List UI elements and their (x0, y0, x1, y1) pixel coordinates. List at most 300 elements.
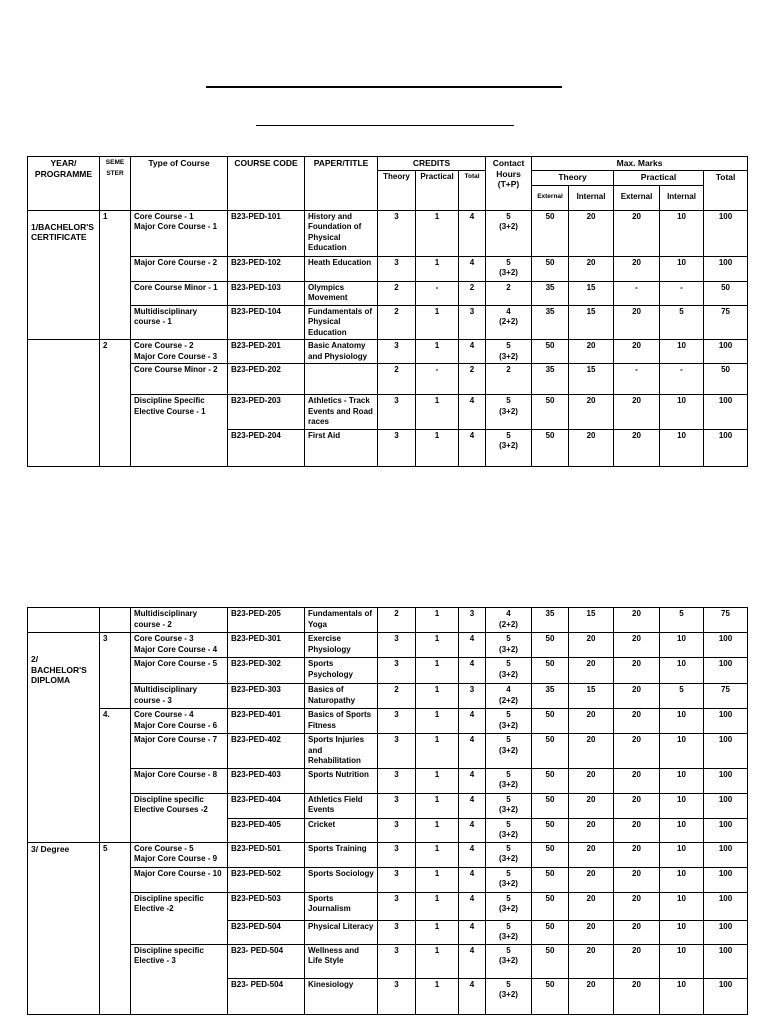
credit-total: 4 (459, 734, 486, 769)
credit-theory: 2 (378, 684, 416, 709)
practical-internal: 10 (660, 920, 704, 944)
theory-external: 35 (532, 608, 569, 633)
header-paper: PAPER/TITLE (305, 157, 378, 211)
semester-cell: 5 (100, 842, 131, 1014)
header-code: COURSE CODE (228, 157, 305, 211)
credit-theory: 3 (378, 842, 416, 867)
credit-total: 4 (459, 633, 486, 658)
credit-theory: 3 (378, 920, 416, 944)
theory-external: 50 (532, 867, 569, 892)
contact-hours: 4 (2+2) (486, 684, 532, 709)
practical-external: - (614, 281, 660, 305)
marks-total: 50 (704, 281, 748, 305)
practical-external: 20 (614, 684, 660, 709)
practical-external: 20 (614, 658, 660, 684)
practical-internal: 5 (660, 608, 704, 633)
practical-internal: 10 (660, 210, 704, 256)
course-title: Fundamentals of Physical Education (305, 305, 378, 340)
contact-hours: 4 (2+2) (486, 608, 532, 633)
course-title: Basic Anatomy and Physiology (305, 340, 378, 364)
practical-internal: 10 (660, 256, 704, 281)
credit-practical: 1 (416, 658, 459, 684)
contact-hours: 5 (3+2) (486, 429, 532, 466)
credit-total: 4 (459, 210, 486, 256)
theory-external: 50 (532, 818, 569, 842)
theory-internal: 20 (569, 429, 614, 466)
practical-external: 20 (614, 608, 660, 633)
header-year: YEAR/ PROGRAMME (28, 157, 100, 211)
course-code: B23-PED-404 (228, 793, 305, 818)
header-marks-practical: Practical (614, 170, 704, 185)
practical-internal: 10 (660, 340, 704, 364)
marks-total: 100 (704, 395, 748, 430)
marks-total: 50 (704, 364, 748, 395)
course-code: B23-PED-203 (228, 395, 305, 430)
credit-theory: 3 (378, 892, 416, 920)
course-type: Major Core Course - 2 (131, 256, 228, 281)
course-title: Sports Training (305, 842, 378, 867)
contact-hours: 5 (3+2) (486, 633, 532, 658)
course-type: Discipline specific Elective - 3 (131, 944, 228, 1014)
marks-total: 100 (704, 256, 748, 281)
theory-internal: 15 (569, 364, 614, 395)
credit-total: 3 (459, 305, 486, 340)
contact-hours: 5 (3+2) (486, 793, 532, 818)
course-code: B23-PED-501 (228, 842, 305, 867)
credit-theory: 2 (378, 305, 416, 340)
year-cell (28, 210, 100, 340)
course-type: Major Core Course - 8 (131, 768, 228, 793)
course-type: Discipline Specific Elective Course - 1 (131, 395, 228, 467)
credit-practical: 1 (416, 256, 459, 281)
credit-practical: 1 (416, 892, 459, 920)
practical-external: 20 (614, 340, 660, 364)
title-rule-bottom (256, 125, 514, 126)
contact-hours: 5 (3+2) (486, 210, 532, 256)
credit-theory: 3 (378, 658, 416, 684)
course-code: B23-PED-201 (228, 340, 305, 364)
marks-total: 100 (704, 429, 748, 466)
credit-total: 2 (459, 364, 486, 395)
credit-total: 4 (459, 818, 486, 842)
practical-internal: 10 (660, 633, 704, 658)
credit-practical: 1 (416, 734, 459, 769)
course-title: Wellness and Life Style (305, 944, 378, 978)
course-code: B23-PED-303 (228, 684, 305, 709)
course-type: Multidisciplinary course - 2 (131, 608, 228, 633)
theory-internal: 15 (569, 281, 614, 305)
contact-hours: 5 (3+2) (486, 340, 532, 364)
theory-internal: 20 (569, 210, 614, 256)
theory-external: 50 (532, 395, 569, 430)
credit-theory: 3 (378, 340, 416, 364)
marks-total: 100 (704, 658, 748, 684)
theory-internal: 20 (569, 978, 614, 1014)
course-title: Basics of Sports Fitness (305, 709, 378, 734)
credit-practical: 1 (416, 684, 459, 709)
theory-internal: 15 (569, 684, 614, 709)
marks-total: 75 (704, 608, 748, 633)
credit-theory: 3 (378, 944, 416, 978)
course-type: Core Course Minor - 1 (131, 281, 228, 305)
credit-theory: 3 (378, 978, 416, 1014)
credit-practical: 1 (416, 818, 459, 842)
credit-theory: 3 (378, 867, 416, 892)
practical-external: 20 (614, 210, 660, 256)
course-title: Athletics - Track Events and Road races (305, 395, 378, 430)
theory-internal: 15 (569, 608, 614, 633)
credit-theory: 3 (378, 709, 416, 734)
credit-theory: 2 (378, 364, 416, 395)
credit-practical: 1 (416, 978, 459, 1014)
contact-hours: 5 (3+2) (486, 892, 532, 920)
course-type: Core Course - 2 Major Core Course - 3 (131, 340, 228, 364)
course-type: Major Core Course - 7 (131, 734, 228, 769)
practical-external: 20 (614, 818, 660, 842)
course-table-part1 (27, 156, 748, 467)
course-title: Sports Nutrition (305, 768, 378, 793)
practical-external: 20 (614, 842, 660, 867)
credit-total: 4 (459, 709, 486, 734)
practical-internal: 10 (660, 429, 704, 466)
theory-internal: 20 (569, 920, 614, 944)
course-code: B23-PED-202 (228, 364, 305, 395)
practical-internal: 5 (660, 305, 704, 340)
marks-total: 75 (704, 684, 748, 709)
credit-theory: 3 (378, 429, 416, 466)
course-type: Multidisciplinary course - 1 (131, 305, 228, 340)
marks-total: 75 (704, 305, 748, 340)
contact-hours: 5 (3+2) (486, 256, 532, 281)
semester-cell: 1 (100, 210, 131, 340)
header-credits-total: Total (459, 170, 486, 210)
credit-practical: 1 (416, 395, 459, 430)
practical-internal: 5 (660, 684, 704, 709)
contact-hours: 5 (3+2) (486, 978, 532, 1014)
course-title: Sports Injuries and Rehabilitation (305, 734, 378, 769)
marks-total: 100 (704, 768, 748, 793)
contact-hours: 5 (3+2) (486, 734, 532, 769)
theory-internal: 20 (569, 768, 614, 793)
theory-external: 50 (532, 633, 569, 658)
course-code: B23- PED-504 (228, 978, 305, 1014)
practical-external: 20 (614, 793, 660, 818)
course-title: Sports Journalism (305, 892, 378, 920)
credit-total: 4 (459, 944, 486, 978)
header-contact-hours: Contact Hours (T+P) (486, 157, 532, 211)
theory-internal: 20 (569, 256, 614, 281)
contact-hours: 5 (3+2) (486, 944, 532, 978)
practical-internal: 10 (660, 768, 704, 793)
credit-total: 4 (459, 920, 486, 944)
theory-external: 50 (532, 920, 569, 944)
credit-total: 4 (459, 429, 486, 466)
practical-internal: 10 (660, 793, 704, 818)
contact-hours: 5 (3+2) (486, 395, 532, 430)
theory-internal: 20 (569, 793, 614, 818)
course-code: B23-PED-205 (228, 608, 305, 633)
practical-external: 20 (614, 920, 660, 944)
marks-total: 100 (704, 944, 748, 978)
course-title: History and Foundation of Physical Education (305, 210, 378, 256)
course-title: Sports Psychology (305, 658, 378, 684)
semester-cell: 3 (100, 633, 131, 709)
theory-internal: 20 (569, 892, 614, 920)
theory-external: 35 (532, 305, 569, 340)
course-code: B23-PED-402 (228, 734, 305, 769)
credit-practical: 1 (416, 429, 459, 466)
practical-external: 20 (614, 395, 660, 430)
credit-practical: 1 (416, 709, 459, 734)
header-marks-theory: Theory (532, 170, 614, 185)
course-title: Kinesiology (305, 978, 378, 1014)
header-type: Type of Course (131, 157, 228, 211)
credit-practical: 1 (416, 944, 459, 978)
credit-theory: 3 (378, 256, 416, 281)
theory-external: 50 (532, 709, 569, 734)
credit-total: 4 (459, 256, 486, 281)
practical-internal: 10 (660, 658, 704, 684)
theory-internal: 20 (569, 709, 614, 734)
header-credits-theory: Theory (378, 170, 416, 210)
credit-practical: 1 (416, 842, 459, 867)
credit-total: 3 (459, 684, 486, 709)
theory-external: 50 (532, 256, 569, 281)
theory-internal: 20 (569, 944, 614, 978)
course-code: B23-PED-102 (228, 256, 305, 281)
credit-practical: 1 (416, 768, 459, 793)
course-title: Athletics Field Events (305, 793, 378, 818)
header-marks-total: Total (704, 170, 748, 210)
course-code: B23-PED-302 (228, 658, 305, 684)
credit-total: 4 (459, 892, 486, 920)
header-theory-internal: Internal (569, 185, 614, 210)
credit-practical: 1 (416, 867, 459, 892)
credit-total: 4 (459, 867, 486, 892)
header-theory-external: External (532, 185, 569, 210)
course-title (305, 364, 378, 395)
theory-external: 50 (532, 768, 569, 793)
theory-external: 50 (532, 842, 569, 867)
contact-hours: 5 (3+2) (486, 842, 532, 867)
header-semester: SEME STER (100, 157, 131, 211)
credit-total: 4 (459, 842, 486, 867)
practical-external: 20 (614, 892, 660, 920)
credit-total: 4 (459, 978, 486, 1014)
course-title: First Aid (305, 429, 378, 466)
course-code: B23-PED-103 (228, 281, 305, 305)
course-type: Discipline specific Elective Courses -2 (131, 793, 228, 842)
course-title: Sports Sociology (305, 867, 378, 892)
theory-external: 50 (532, 892, 569, 920)
title-rule-top (206, 86, 562, 88)
practical-external: 20 (614, 867, 660, 892)
credit-theory: 3 (378, 818, 416, 842)
credit-total: 4 (459, 793, 486, 818)
practical-external: 20 (614, 768, 660, 793)
course-code: B23-PED-104 (228, 305, 305, 340)
course-title: Fundamentals of Yoga (305, 608, 378, 633)
theory-external: 50 (532, 734, 569, 769)
credit-total: 4 (459, 395, 486, 430)
theory-internal: 20 (569, 734, 614, 769)
marks-total: 100 (704, 210, 748, 256)
marks-total: 100 (704, 633, 748, 658)
course-title: Heath Education (305, 256, 378, 281)
credit-practical: 1 (416, 305, 459, 340)
practical-internal: 10 (660, 709, 704, 734)
course-table-part2 (27, 607, 748, 1015)
theory-external: 50 (532, 340, 569, 364)
credit-total: 4 (459, 768, 486, 793)
practical-internal: 10 (660, 892, 704, 920)
course-title: Exercise Physiology (305, 633, 378, 658)
year-cell-empty (28, 340, 100, 467)
practical-external: 20 (614, 429, 660, 466)
contact-hours: 5 (3+2) (486, 818, 532, 842)
header-credits-practical: Practical (416, 170, 459, 210)
credit-theory: 2 (378, 281, 416, 305)
credit-theory: 3 (378, 395, 416, 430)
theory-external: 50 (532, 793, 569, 818)
theory-external: 50 (532, 978, 569, 1014)
theory-internal: 20 (569, 842, 614, 867)
contact-hours: 2 (486, 364, 532, 395)
course-type: Core Course - 4 Major Core Course - 6 (131, 709, 228, 734)
credit-theory: 2 (378, 608, 416, 633)
course-title: Basics of Naturopathy (305, 684, 378, 709)
theory-external: 35 (532, 281, 569, 305)
contact-hours: 5 (3+2) (486, 920, 532, 944)
practical-external: 20 (614, 633, 660, 658)
course-code: B23-PED-503 (228, 892, 305, 920)
credit-practical: 1 (416, 210, 459, 256)
theory-external: 50 (532, 429, 569, 466)
course-code: B23-PED-101 (228, 210, 305, 256)
credit-total: 4 (459, 340, 486, 364)
course-code: B23-PED-405 (228, 818, 305, 842)
credit-practical: - (416, 281, 459, 305)
course-code: B23-PED-504 (228, 920, 305, 944)
course-type: Core Course Minor - 2 (131, 364, 228, 395)
credit-theory: 3 (378, 734, 416, 769)
course-code: B23-PED-401 (228, 709, 305, 734)
theory-external: 50 (532, 944, 569, 978)
contact-hours: 5 (3+2) (486, 768, 532, 793)
marks-total: 100 (704, 709, 748, 734)
year-label: 2/ BACHELOR'S DIPLOMA (31, 654, 87, 685)
practical-internal: 10 (660, 867, 704, 892)
course-code: B23-PED-301 (228, 633, 305, 658)
practical-internal: 10 (660, 818, 704, 842)
year-cell (28, 633, 100, 843)
practical-external: - (614, 364, 660, 395)
theory-external: 50 (532, 658, 569, 684)
contact-hours: 2 (486, 281, 532, 305)
course-title: Cricket (305, 818, 378, 842)
theory-internal: 20 (569, 340, 614, 364)
practical-external: 20 (614, 978, 660, 1014)
credit-practical: 1 (416, 608, 459, 633)
theory-internal: 20 (569, 867, 614, 892)
course-code: B23- PED-504 (228, 944, 305, 978)
practical-internal: 10 (660, 944, 704, 978)
header-credits: CREDITS (378, 157, 486, 171)
course-title: Olympics Movement (305, 281, 378, 305)
theory-external: 35 (532, 364, 569, 395)
marks-total: 100 (704, 920, 748, 944)
theory-internal: 20 (569, 395, 614, 430)
semester-cell: 4. (100, 709, 131, 843)
course-type: Multidisciplinary course - 3 (131, 684, 228, 709)
practical-internal: 10 (660, 842, 704, 867)
course-type: Major Core Course - 10 (131, 867, 228, 892)
course-code: B23-PED-502 (228, 867, 305, 892)
year-cell: 3/ Degree (28, 842, 100, 1014)
credit-practical: 1 (416, 920, 459, 944)
header-max-marks: Max. Marks (532, 157, 748, 171)
credit-total: 4 (459, 658, 486, 684)
semester-cell-empty (100, 608, 131, 633)
year-label: 1/BACHELOR'S CERTIFICATE (31, 221, 94, 242)
contact-hours: 4 (2+2) (486, 305, 532, 340)
practical-external: 20 (614, 256, 660, 281)
course-type: Core Course - 1 Major Core Course - 1 (131, 210, 228, 256)
course-code: B23-PED-403 (228, 768, 305, 793)
practical-internal: 10 (660, 978, 704, 1014)
credit-theory: 3 (378, 793, 416, 818)
semester-cell: 2 (100, 340, 131, 467)
marks-total: 100 (704, 793, 748, 818)
marks-total: 100 (704, 340, 748, 364)
practical-internal: 10 (660, 395, 704, 430)
practical-external: 20 (614, 734, 660, 769)
theory-internal: 20 (569, 818, 614, 842)
credit-theory: 3 (378, 768, 416, 793)
contact-hours: 5 (3+2) (486, 658, 532, 684)
contact-hours: 5 (3+2) (486, 709, 532, 734)
theory-external: 35 (532, 684, 569, 709)
practical-external: 20 (614, 944, 660, 978)
credit-theory: 3 (378, 633, 416, 658)
marks-total: 100 (704, 734, 748, 769)
credit-practical: 1 (416, 633, 459, 658)
course-type: Major Core Course - 5 (131, 658, 228, 684)
theory-internal: 20 (569, 658, 614, 684)
year-cell-empty (28, 608, 100, 633)
contact-hours: 5 (3+2) (486, 867, 532, 892)
marks-total: 100 (704, 842, 748, 867)
course-type: Discipline specific Elective -2 (131, 892, 228, 944)
marks-total: 100 (704, 978, 748, 1014)
practical-external: 20 (614, 709, 660, 734)
course-code: B23-PED-204 (228, 429, 305, 466)
course-type: Core Course - 5 Major Core Course - 9 (131, 842, 228, 867)
theory-external: 50 (532, 210, 569, 256)
credit-total: 2 (459, 281, 486, 305)
credit-practical: - (416, 364, 459, 395)
practical-internal: - (660, 281, 704, 305)
course-type: Core Course - 3 Major Core Course - 4 (131, 633, 228, 658)
credit-practical: 1 (416, 793, 459, 818)
theory-internal: 20 (569, 633, 614, 658)
theory-internal: 15 (569, 305, 614, 340)
marks-total: 100 (704, 867, 748, 892)
practical-internal: - (660, 364, 704, 395)
practical-external: 20 (614, 305, 660, 340)
header-practical-internal: Internal (660, 185, 704, 210)
credit-total: 3 (459, 608, 486, 633)
